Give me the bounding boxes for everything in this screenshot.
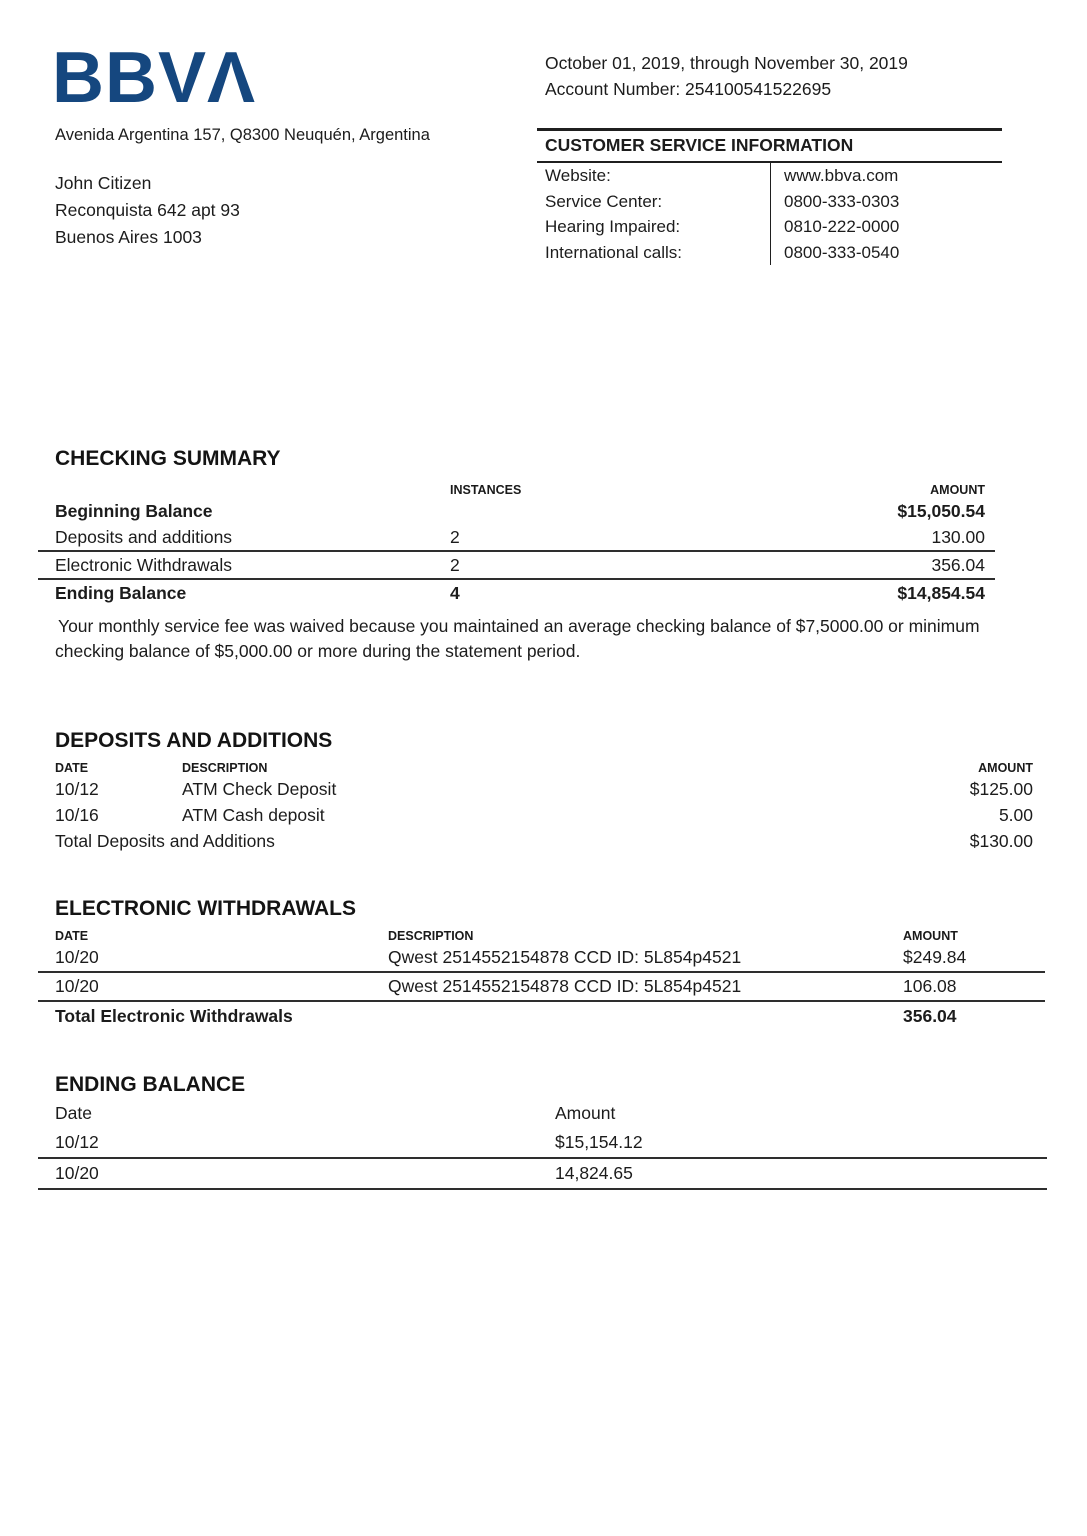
row-date: 10/20 [55, 947, 99, 967]
row-amount: $15,154.12 [555, 1132, 643, 1152]
checking-summary-section [38, 446, 995, 663]
row-date: 10/12 [55, 779, 99, 799]
customer-service-label: Website: [545, 166, 611, 185]
checking-summary-title: CHECKING SUMMARY [55, 447, 281, 470]
summary-row-beginning-balance [38, 498, 995, 524]
row-amount: $249.84 [903, 947, 967, 967]
summary-row-deposits [38, 524, 995, 552]
row-amount: 130.00 [931, 527, 985, 547]
row-instances: 2 [450, 527, 460, 547]
ending-balance-row [38, 1128, 1047, 1159]
column-header-date: DATE [55, 929, 89, 943]
column-header-date: Date [55, 1103, 92, 1123]
row-label: Ending Balance [55, 583, 187, 603]
row-instances: 4 [450, 583, 460, 603]
ending-balance-row [38, 1159, 1047, 1190]
row-amount: 106.08 [903, 976, 957, 996]
bbva-logo: BBVΛ [52, 38, 257, 118]
customer-service-title: CUSTOMER SERVICE INFORMATION [537, 131, 1002, 163]
row-date: 10/20 [55, 1163, 99, 1183]
customer-service-value: 0800-333-0540 [770, 240, 1002, 266]
row-label: Deposits and additions [55, 527, 233, 547]
row-description: Qwest 2514552154878 CCD ID: 5L854p4521 [388, 976, 742, 996]
ending-balance-section [38, 1072, 1047, 1190]
deposits-section [55, 728, 1033, 854]
row-description: ATM Cash deposit [182, 805, 325, 825]
row-instances: 2 [450, 555, 460, 575]
column-header-amount: AMOUNT [903, 929, 958, 943]
row-amount: 5.00 [998, 805, 1033, 825]
row-description: Qwest 2514552154878 CCD ID: 5L854p4521 [388, 947, 742, 967]
withdrawal-row [38, 973, 1045, 1002]
checking-summary-header-row [38, 482, 995, 498]
withdrawal-row [38, 944, 1045, 973]
customer-service-value: 0800-333-0303 [770, 189, 1002, 215]
column-header-instances: INSTANCES [450, 483, 522, 497]
summary-row-ending-balance [38, 580, 995, 606]
deposit-row [55, 802, 1033, 828]
customer-service-row [537, 163, 1002, 189]
row-label: Beginning Balance [55, 501, 213, 521]
total-label: Total Electronic Withdrawals [55, 1006, 293, 1026]
deposits-header-row [55, 760, 1033, 776]
customer-service-row [537, 214, 1002, 240]
column-header-description: DESCRIPTION [388, 929, 474, 943]
row-date: 10/16 [55, 805, 99, 825]
customer-service-table [537, 128, 1002, 265]
row-date: 10/12 [55, 1132, 99, 1152]
column-header-amount: Amount [555, 1103, 616, 1123]
customer-service-row [537, 240, 1002, 266]
deposits-title: DEPOSITS AND ADDITIONS [55, 729, 333, 752]
row-description: ATM Check Deposit [182, 779, 337, 799]
row-amount: $125.00 [969, 779, 1033, 799]
total-label: Total Deposits and Additions [55, 831, 275, 851]
service-fee-note: Your monthly service fee was waived because you maintained an average checking balance of $7,5000.00 or minimum checking balance of $5,000.00 or more during the statement period. [55, 616, 980, 661]
statement-period: October 01, 2019, through November 30, 2019 [545, 53, 908, 73]
withdrawals-header-row [38, 928, 1045, 944]
column-header-date: DATE [55, 761, 89, 775]
row-amount: $14,854.54 [897, 583, 985, 603]
column-header-amount: AMOUNT [930, 483, 985, 497]
withdrawals-total-row [38, 1002, 1045, 1030]
total-amount: 356.04 [903, 1006, 957, 1026]
customer-service-value: www.bbva.com [770, 163, 1002, 189]
withdrawals-section [38, 896, 1045, 1030]
ending-balance-header-row [38, 1098, 1047, 1128]
withdrawals-title: ELECTRONIC WITHDRAWALS [55, 897, 356, 920]
deposit-row [55, 776, 1033, 802]
ending-balance-title: ENDING BALANCE [55, 1073, 246, 1096]
customer-service-label: Service Center: [545, 191, 663, 211]
row-amount: $15,050.54 [897, 501, 985, 521]
customer-service-label: International calls: [545, 242, 683, 262]
total-amount: $130.00 [969, 831, 1033, 851]
recipient-address-line1: Reconquista 642 apt 93 [55, 200, 240, 220]
bank-address: Avenida Argentina 157, Q8300 Neuquén, Argentina [55, 126, 430, 144]
row-label: Electronic Withdrawals [55, 555, 232, 575]
customer-service-label: Hearing Impaired: [545, 217, 681, 236]
row-amount: 356.04 [931, 555, 985, 575]
row-amount: 14,824.65 [555, 1163, 633, 1183]
spacer [55, 482, 450, 498]
column-header-description: DESCRIPTION [182, 761, 268, 775]
column-header-amount: AMOUNT [978, 761, 1033, 775]
account-number: Account Number: 254100541522695 [545, 79, 832, 99]
statement-header-right [537, 50, 1002, 265]
customer-service-value: 0810-222-0000 [770, 214, 1002, 240]
deposits-total-row [55, 828, 1033, 854]
customer-service-row [537, 189, 1002, 215]
recipient-name: John Citizen [55, 173, 152, 193]
summary-row-withdrawals [38, 552, 995, 580]
row-instances [450, 498, 735, 524]
row-date: 10/20 [55, 976, 99, 996]
recipient-address-line2: Buenos Aires 1003 [55, 227, 202, 247]
recipient-address-block [55, 170, 240, 251]
